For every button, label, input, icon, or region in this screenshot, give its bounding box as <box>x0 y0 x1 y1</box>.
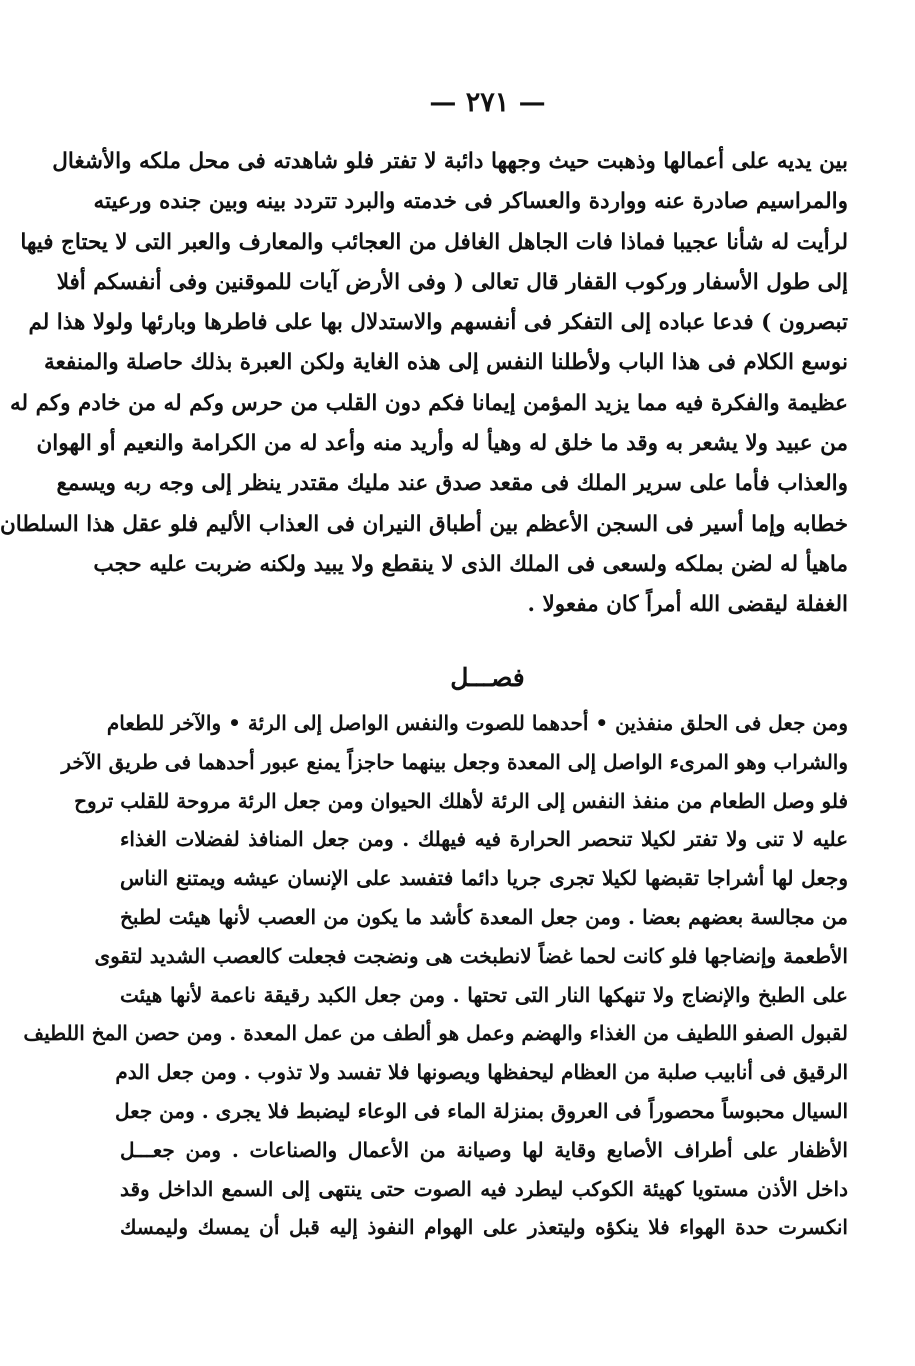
text-line: الأطعمة وإنضاجها فلو كانت لحما غضاً لانطبخت هى ونضجت فجعلت كالعصب الشديد لتقوى <box>94 943 848 968</box>
text-line: انكسرت حدة الهواء فلا ينكؤه وليتعذر على الهوام النفوذ إليه قبل أن يمسك وليمسك <box>120 1215 848 1240</box>
text-line: بين يديه على أعمالها وذهبت حيث وجهها دائبة لا تفتر فلو شاهدته فى محل ملكه والأشغال <box>52 149 848 174</box>
text-line: على الطبخ والإنضاج ولا تنهكها النار التى تحتها . ومن جعل الكبد رقيقة ناعمة لأنها هيئت <box>120 982 848 1007</box>
text-line: السيال محبوساً محصوراً فى العروق بمنزلة الماء فى الوعاء ليضبط فلا يجرى . ومن جعل <box>115 1098 848 1123</box>
text-line: فلو وصل الطعام من منفذ النفس إلى الرئة لأهلك الحيوان ومن جعل الرئة مروحة للقلب تروح <box>74 788 848 813</box>
text-line: والعذاب فأما على سرير الملك فى مقعد صدق عند مليك مقتدر ينظر إلى وجه ربه ويسمع <box>56 471 848 497</box>
text-line: من عبيد ولا يشعر به وقد ما خلق له وهيأ له وأريد منه وأعد له من الكرامة والنعيم أو الهوان <box>36 431 848 457</box>
section-heading: فصـــل <box>450 663 525 692</box>
text-line: وجعل لها أشراجا تقبضها لكيلا تجرى جريا دائما فتفسد على الإنسان عيشه ويمتنع الناس <box>120 866 848 891</box>
paragraph-2 <box>23 704 848 1247</box>
text-line: عظيمة والفكرة فيه مما يزيد المؤمن إيمانا فكم دون القلب من حرس وكم له من خادم وكم له <box>10 390 848 416</box>
text-line: عليه لا تنى ولا تفتر لكيلا تنحصر الحرارة فيه فيهلك . ومن جعل المنافذ لفضلات الغذاء <box>120 827 848 852</box>
text-line: ومن جعل فى الحلق منفذين • أحدهما للصوت والنفس الواصل إلى الرئة • والآخر للطعام <box>106 711 848 735</box>
text-line: الرقيق فى أنابيب صلبة من العظام ليحفظها ويصونها فلا تفسد ولا تذوب . ومن جعل الدم <box>115 1060 848 1085</box>
page-number: — ٢٧١ — <box>429 87 546 118</box>
text-line: نوسع الكلام فى هذا الباب ولأطلنا النفس إلى هذه الغاية ولكن العبرة بذلك حاصلة والمنفعة <box>44 350 848 376</box>
text-line: تبصرون ) فدعا عباده إلى التفكر فى أنفسهم والاستدلال بها على فاطرها وبارئها ولولا هذا لم <box>28 310 848 336</box>
text-line: والشراب وهو المرىء الواصل إلى المعدة وجعل بينهما حاجزاً يمنع عبور أحدهما فى طريق الآخر <box>61 749 848 774</box>
text-line: الغفلة ليقضى الله أمراً كان مفعولا . <box>527 592 848 618</box>
text-line: إلى طول الأسفار وركوب القفار قال تعالى ( وفى الأرض آيات للموقنين وفى أنفسكم أفلا <box>56 269 848 295</box>
text-line: لقبول الصفو اللطيف من الغذاء والهضم وعمل هو ألطف من عمل المعدة . ومن حصن المخ اللطيف <box>23 1021 848 1046</box>
text-line: والمراسيم صادرة عنه وواردة والعساكر فى خدمته والبرد تتردد بينه وبين جنده ورعيته <box>93 189 848 215</box>
paragraph-1 <box>0 142 848 626</box>
text-line: الأظفار على أطراف الأصابع وقاية لها وصيانة من الأعمال والصناعات . ومن جعـــل <box>120 1137 848 1162</box>
text-line: ماهيأ له لضن بملكه ولسعى فى الملك الذى لا ينقطع ولا يبيد ولكنه ضربت عليه حجب <box>93 551 848 577</box>
text-line: خطابه وإما أسير فى السجن الأعظم بين أطباق النيران فى العذاب الأليم فلو عقل هذا السلطان <box>0 511 848 537</box>
text-line: من مجالسة بعضهم بعضا . ومن جعل المعدة كأشد ما يكون من العصب لأنها هيئت لطبخ <box>120 904 848 929</box>
text-line: لرأيت له شأنا عجيبا فماذا فات الجاهل الغافل من العجائب والمعارف والعبر التى لا يحتاج فيها <box>20 229 848 255</box>
text-line: داخل الأذن مستويا كهيئة الكوكب ليطرد فيه الصوت حتى ينتهى إلى السمع الداخل وقد <box>120 1176 848 1201</box>
